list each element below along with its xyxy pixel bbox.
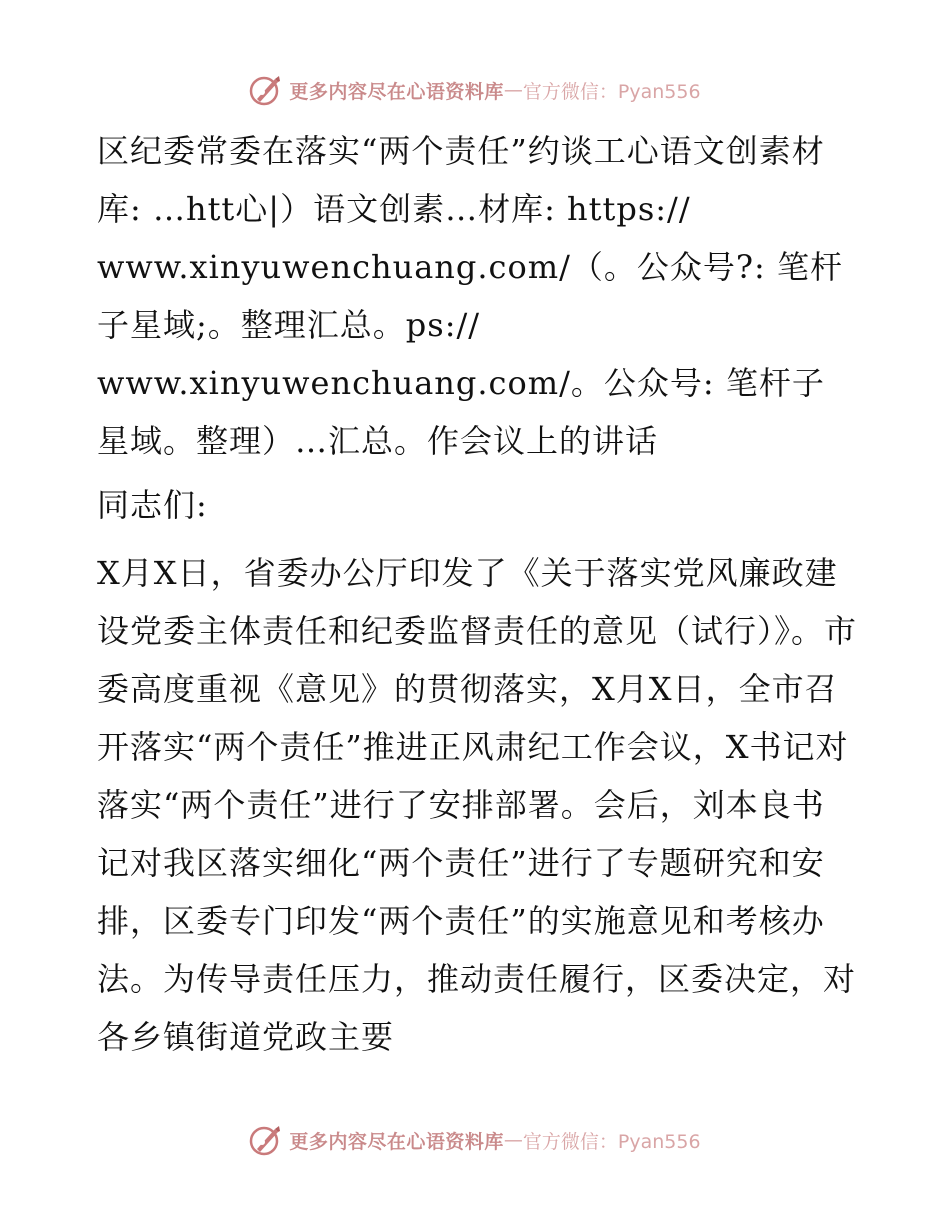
- banner-dash: —: [503, 79, 523, 101]
- pen-logo-icon: [249, 73, 283, 107]
- banner-site-text: 更多内容尽在心语资料库: [289, 80, 504, 103]
- greeting-paragraph: 同志们:: [97, 486, 208, 524]
- banner-wechat-text: 官方微信：Pyan556: [522, 80, 701, 103]
- header-watermark-banner: [0, 70, 950, 110]
- pen-logo-icon: [249, 1123, 283, 1157]
- title-paragraph: 区纪委常委在落实“两个责任”约谈工心语文创素材库: …htt心|）语文创素…材库: https:// www.xinyuwenchuang.com/（。公众号?: 笔杆子星域;。整理汇总。ps:// www.xinyuwenchuang.com/。公众号: 笔杆子星域。整理）…汇总。作会议上的讲话: [97, 132, 843, 460]
- banner-dash: —: [503, 1129, 523, 1151]
- document-body: [97, 122, 857, 1066]
- banner-site-text: 更多内容尽在心语资料库: [289, 1130, 504, 1153]
- footer-watermark-banner: [0, 1120, 950, 1160]
- banner-wechat-text: 官方微信：Pyan556: [522, 1130, 701, 1153]
- body-paragraph: X月X日，省委办公厅印发了《关于落实党风廉政建设党委主体责任和纪委监督责任的意见（试行）》。市委高度重视《意见》的贯彻落实，X月X日，全市召开落实“两个责任”推进正风肃纪工作会议，X书记对落实“两个责任”进行了安排部署。会后，刘本良书记对我区落实细化“两个责任”进行了专题研究和安排，区委专门印发“两个责任”的实施意见和考核办法。为传导责任压力，推动责任履行，区委决定，对各乡镇街道党政主要: [97, 554, 858, 1056]
